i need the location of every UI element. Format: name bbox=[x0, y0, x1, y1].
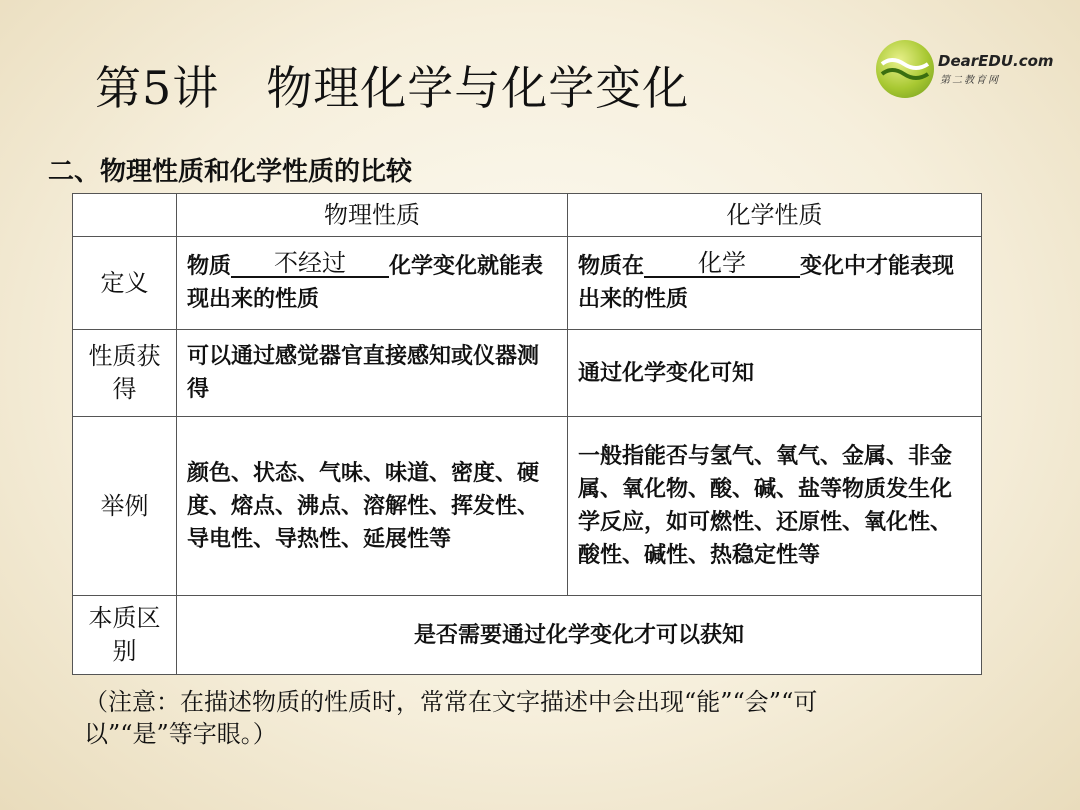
examples-chemical: 一般指能否与氢气、氧气、金属、非金属、氧化物、酸、碱、盐等物质发生化学反应，如可燃性、还原性、氧化性、酸性、碱性、热稳定性等 bbox=[568, 417, 982, 596]
definition-physical-blank: 不经过 bbox=[231, 250, 389, 278]
definition-chemical bbox=[568, 237, 982, 330]
table-row-essence bbox=[73, 596, 982, 675]
header-physical: 物理性质 bbox=[177, 194, 568, 237]
logo-icon bbox=[876, 40, 934, 98]
acquire-chemical: 通过化学变化可知 bbox=[568, 330, 982, 417]
definition-chemical-pre: 物质在 bbox=[578, 254, 645, 279]
essence-text: 是否需要通过化学变化才可以获知 bbox=[177, 596, 982, 675]
table-header-row bbox=[73, 194, 982, 237]
table-row-examples bbox=[73, 417, 982, 596]
row-label-essence: 本质区别 bbox=[73, 596, 177, 675]
header-cell-empty bbox=[73, 194, 177, 237]
logo-text: DearEDU.com bbox=[938, 52, 1054, 70]
definition-physical bbox=[177, 237, 568, 330]
definition-chemical-post: 变化中才能表现出来的性质 bbox=[578, 254, 955, 312]
logo-subtext: 第二教育网 bbox=[940, 75, 1000, 86]
examples-physical: 颜色、状态、气味、味道、密度、硬度、熔点、沸点、溶解性、挥发性、导电性、导热性、延展性等 bbox=[177, 417, 568, 596]
comparison-table bbox=[72, 193, 982, 675]
header-chemical: 化学性质 bbox=[568, 194, 982, 237]
logo bbox=[876, 40, 1066, 102]
row-label-acquire: 性质获得 bbox=[73, 330, 177, 417]
definition-physical-post: 化学变化就能表现出来的性质 bbox=[187, 254, 544, 312]
note-text: （注意：在描述物质的性质时，常常在文字描述中会出现“能”“会”“可以”“是”等字眼。） bbox=[84, 688, 818, 748]
table-row-acquire bbox=[73, 330, 982, 417]
definition-chemical-blank: 化学 bbox=[644, 250, 800, 278]
row-label-examples: 举例 bbox=[73, 417, 177, 596]
table-row-definition bbox=[73, 237, 982, 330]
slide-title: 第5讲 物理化学与化学变化 bbox=[95, 61, 690, 115]
section-heading: 二、物理性质和化学性质的比较 bbox=[48, 157, 413, 187]
row-label-definition: 定义 bbox=[73, 237, 177, 330]
acquire-physical: 可以通过感觉器官直接感知或仪器测得 bbox=[177, 330, 568, 417]
definition-physical-pre: 物质 bbox=[187, 254, 232, 279]
